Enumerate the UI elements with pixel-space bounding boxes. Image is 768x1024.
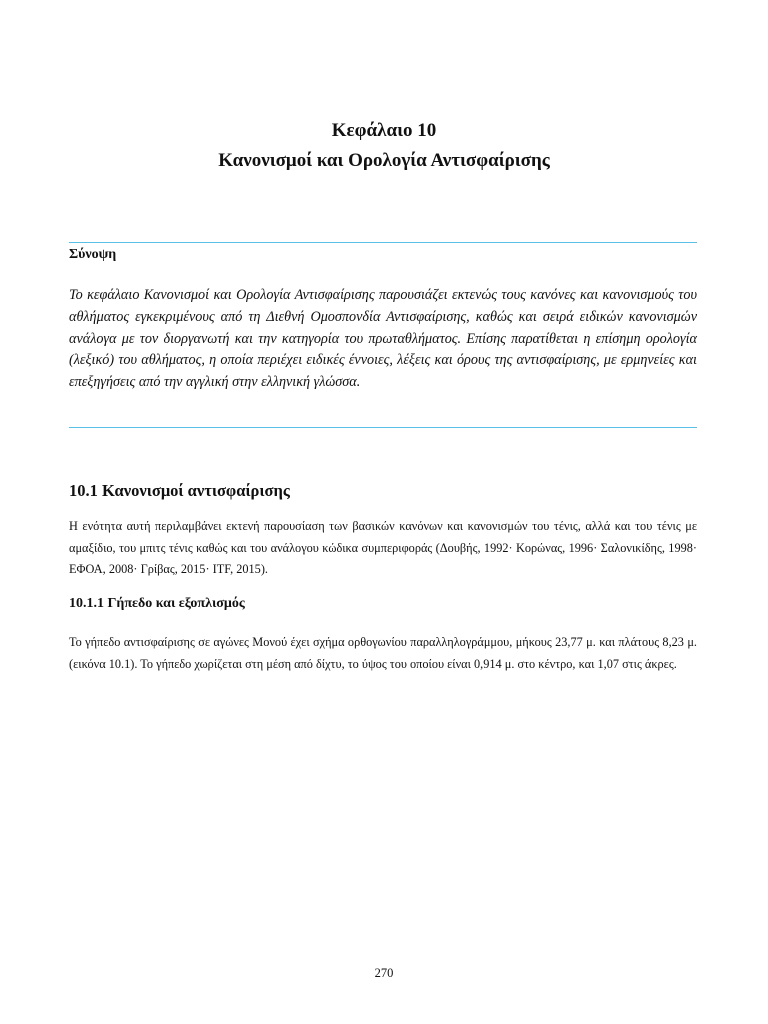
section-paragraph: Η ενότητα αυτή περιλαμβάνει εκτενή παρουσίαση των βασικών κανόνων και κανονισμών του τένις, αλλά και του τένις με αμαξίδιο, του μπιτς τένις καθώς και του ανάλογου κώδικα συμπεριφοράς (Δουβής, 1992· Κορώνας, 1996· Σαλονικίδης, 1998· ΕΦΟΑ, 2008· Γρίβας, 2015· ITF, 2015). <box>69 519 697 576</box>
page-number: 270 <box>374 966 394 980</box>
section-title: 10.1 Κανονισμοί αντισφαίρισης <box>69 481 290 500</box>
summary-text: Το κεφάλαιο Κανονισμοί και Ορολογία Αντισφαίρισης παρουσιάζει εκτενώς τους κανόνες και κανονισμούς του αθλήματος εγκεκριμένους από τη Διεθνή Ομοσπονδία Αντισφαίρισης, καθώς και σειρά ειδικών κανονισμών ανάλογα με τον διοργανωτή και την κατηγορία του πρωταθλήματος. Επίσης παρατίθεται η επίσημη ορολογία (λεξικό) του αθλήματος, η οποία περιέχει ειδικές έννοιες, λέξεις και όρους της αντισφαίρισης, με ερμηνείες και επεξηγήσεις από την αγγλική στην ελληνική γλώσσα. <box>69 287 697 391</box>
summary-title: Σύνοψη <box>69 247 117 262</box>
summary-box <box>69 242 697 428</box>
chapter-heading <box>0 116 768 176</box>
subsection-paragraph: Το γήπεδο αντισφαίρισης σε αγώνες Μονού έχει σχήμα ορθογωνίου παραλληλογράμμου, μήκους 23,77 μ. και πλάτους 8,23 μ. (εικόνα 10.1). Το γήπεδο χωρίζεται στη μέση από δίχτυ, το ύψος του οποίου είναι 0,914 μ. στο κέντρο, και 1,07 στις άκρες. <box>69 635 697 671</box>
subsection-title: 10.1.1 Γήπεδο και εξοπλισμός <box>69 596 245 611</box>
chapter-title: Κανονισμοί και Ορολογία Αντισφαίρισης <box>218 150 550 171</box>
chapter-number: Κεφάλαιο 10 <box>331 120 437 141</box>
